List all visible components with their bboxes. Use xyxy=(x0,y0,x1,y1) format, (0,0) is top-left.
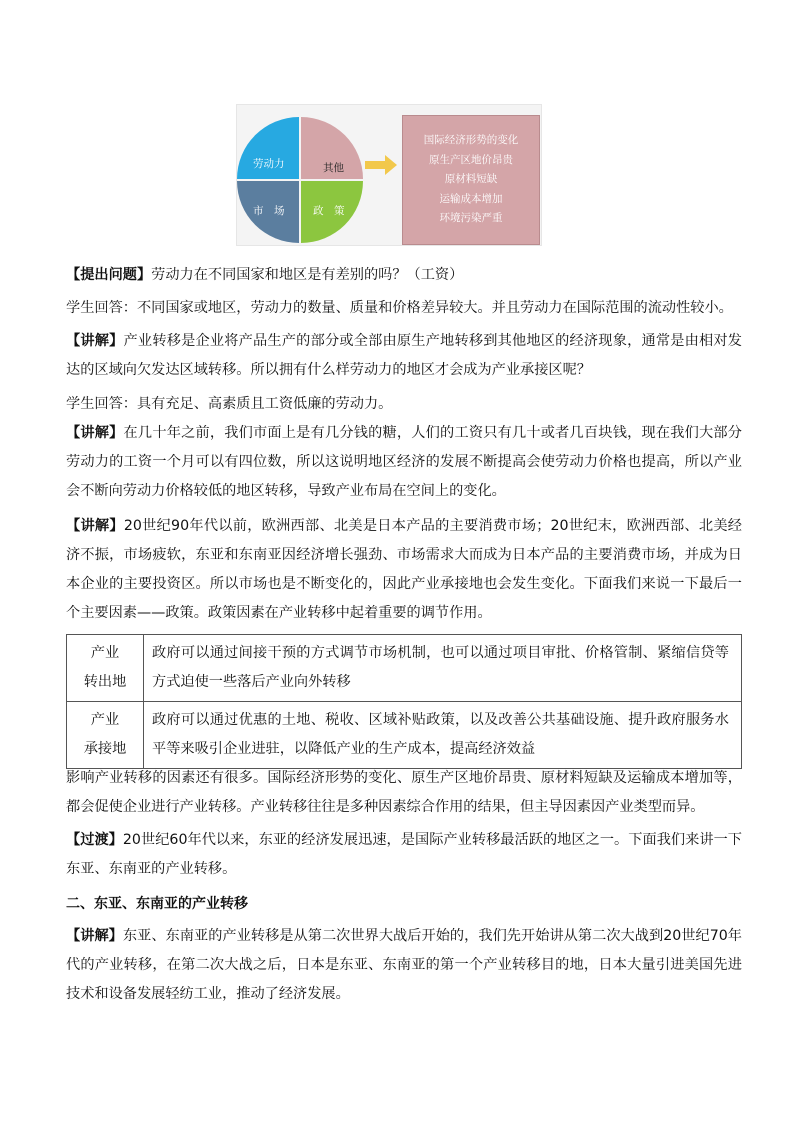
policy-table xyxy=(66,634,742,769)
table-row-label xyxy=(67,635,144,702)
table-row-label xyxy=(67,702,144,769)
paragraph-transition xyxy=(66,826,742,884)
factor-item: 国际经济形势的变化 xyxy=(423,134,519,147)
paragraph-other-factors xyxy=(66,764,742,822)
factor-figure xyxy=(236,104,542,246)
label-line: 产业 xyxy=(90,645,120,661)
paragraph-explain-3 xyxy=(66,512,742,628)
table-row xyxy=(67,635,742,702)
paragraph-tag: 【提出问题】 xyxy=(66,267,152,283)
table-row-content: 政府可以通过间接干预的方式调节市场机制，也可以通过项目审批、价格管制、紧缩信贷等方式迫使一些落后产业向外转移 xyxy=(144,635,742,702)
paragraph-text: 20世纪60年代以来，东亚的经济发展迅速，是国际产业转移最活跃的地区之一。下面我们来讲一下东亚、东南亚的产业转移。 xyxy=(66,832,742,877)
factor-item: 原材料短缺 xyxy=(444,173,498,186)
paragraph-tag: 【讲解】 xyxy=(66,928,123,944)
paragraph-explain-4 xyxy=(66,922,742,1009)
paragraph-question xyxy=(66,261,742,290)
paragraph-text: 产业转移是企业将产品生产的部分或全部由原生产地转移到其他地区的经济现象，通常是由相对发达的区域向欠发达区域转移。所以拥有什么样劳动力的地区才会成为产业承接区呢？ xyxy=(66,333,742,378)
factor-item: 运输成本增加 xyxy=(439,192,503,205)
paragraph-text: 学生回答：具有充足、高素质且工资低廉的劳动力。 xyxy=(66,396,393,412)
paragraph-explain-1 xyxy=(66,327,742,385)
factor-item: 原生产区地价昂贵 xyxy=(429,153,513,166)
arrow-right-icon xyxy=(363,153,399,177)
paragraph-tag: 【讲解】 xyxy=(66,333,124,349)
paragraph-text: 20世纪90年代以前，欧洲西部、北美是日本产品的主要消费市场；20世纪末，欧洲西部、北美经济不振，市场疲软，东亚和东南亚因经济增长强劲、市场需求大而成为日本产品的主要消费市场，并成为日本企业的主要投资区。所以市场也是不断变化的，因此产业承接地也会发生变化。下面我们来说一下最后一个主要因素——政策。政策因素在产业转移中起着重要的调节作用。 xyxy=(66,518,742,621)
paragraph-text: 东亚、东南亚的产业转移是从第二次世界大战后开始的，我们先开始讲从第二次大战到20世纪70年代的产业转移，在第二次大战之后，日本是东亚、东南亚的第一个产业转移目的地，日本大量引进美国先进技术和设备发展轻纺工业，推动了经济发展。 xyxy=(66,928,742,1002)
paragraph-text: 学生回答：不同国家或地区，劳动力的数量、质量和价格差异较大。并且劳动力在国际范围的流动性较小。 xyxy=(66,300,733,316)
paragraph-tag: 【过渡】 xyxy=(66,832,123,848)
paragraph-explain-2 xyxy=(66,419,742,506)
paragraph-student-answer-1 xyxy=(66,294,742,323)
paragraph-text: 劳动力在不同国家和地区是有差别的吗？（工资） xyxy=(151,267,464,283)
pie-label-market: 市 场 xyxy=(253,205,285,217)
label-line: 承接地 xyxy=(83,741,127,757)
pie-label-labor: 劳动力 xyxy=(253,158,285,170)
pie-label-other: 其他 xyxy=(323,162,344,174)
paragraph-tag: 【讲解】 xyxy=(66,425,124,441)
factor-pie-chart xyxy=(237,117,363,243)
pie-label-policy: 政 策 xyxy=(313,205,345,217)
paragraph-student-answer-2 xyxy=(66,390,742,419)
factor-item: 环境污染严重 xyxy=(439,212,503,225)
factor-list-box xyxy=(402,115,540,245)
paragraph-text: 影响产业转移的因素还有很多。国际经济形势的变化、原生产区地价昂贵、原材料短缺及运输成本增加等，都会促使企业进行产业转移。产业转移往往是多种因素综合作用的结果，但主导因素因产业类型而异。 xyxy=(66,770,742,815)
label-line: 产业 xyxy=(90,712,120,728)
paragraph-tag: 【讲解】 xyxy=(66,518,124,534)
table-row xyxy=(67,702,742,769)
section-heading: 二、东亚、东南亚的产业转移 xyxy=(66,896,248,912)
paragraph-text: 在几十年之前，我们市面上是有几分钱的糖，人们的工资只有几十或者几百块钱，现在我们大部分劳动力的工资一个月可以有四位数，所以这说明地区经济的发展不断提高会使劳动力价格也提高，所以产业会不断向劳动力价格较低的地区转移，导致产业布局在空间上的变化。 xyxy=(66,425,742,499)
table-row-content: 政府可以通过优惠的土地、税收、区域补贴政策，以及改善公共基础设施、提升政府服务水平等来吸引企业进驻，以降低产业的生产成本，提高经济效益 xyxy=(144,702,742,769)
label-line: 转出地 xyxy=(83,674,127,690)
